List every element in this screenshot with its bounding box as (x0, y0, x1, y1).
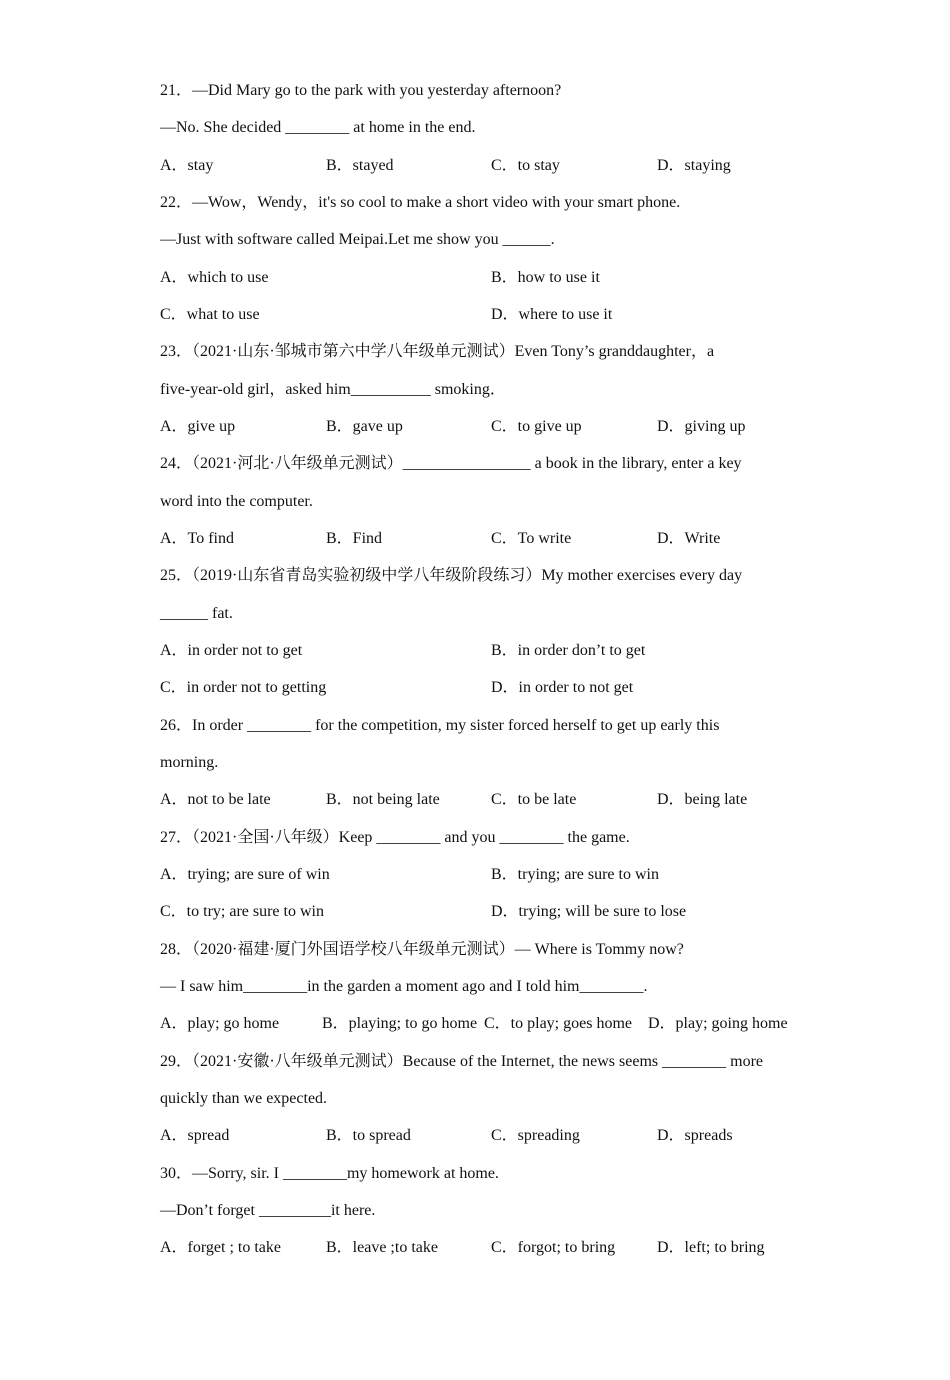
q28-stem-line-1: 28．（2020·福建·厦门外国语学校八年级单元测试）— Where is Tommy now? (160, 941, 684, 958)
q24-option-a: A．To find (160, 530, 234, 547)
q23-option-a: A．give up (160, 418, 236, 435)
q25-stem-line-2: ______ fat. (160, 605, 233, 622)
q22-option-d: D．where to use it (491, 306, 613, 323)
q26-option-a: A．not to be late (160, 791, 271, 808)
q23-option-c: C．to give up (491, 418, 582, 435)
q22-option-b: B．how to use it (491, 269, 600, 286)
q30-option-d: D．left; to bring (657, 1239, 765, 1256)
q22-option-c: C．what to use (160, 306, 260, 323)
q30-option-a: A．forget ; to take (160, 1239, 282, 1256)
q24-option-d: D．Write (657, 530, 721, 547)
q21-stem-line-1: 21．—Did Mary go to the park with you yesterday afternoon? (160, 82, 562, 99)
q30-stem-line-1: 30．—Sorry, sir. I ________my homework at home. (160, 1165, 499, 1182)
q22-stem-line-2: —Just with software called Meipai.Let me show you ______. (160, 231, 555, 248)
q24-options (160, 527, 800, 551)
q28-stem-line-2: — I saw him________in the garden a moment ago and I told him________. (160, 978, 648, 995)
q26-options (160, 788, 800, 812)
q27-stem-line-1: 27．（2021·全国·八年级）Keep ________ and you ________ the game. (160, 829, 630, 846)
q29-option-a: A．spread (160, 1127, 230, 1144)
q30-options (160, 1236, 800, 1260)
q28-option-d: D．play; going home (648, 1015, 788, 1032)
q21-options (160, 154, 800, 178)
q27-option-c: C．to try; are sure to win (160, 903, 324, 920)
q29-options (160, 1124, 800, 1148)
q29-option-c: C．spreading (491, 1127, 580, 1144)
q26-option-d: D．being late (657, 791, 748, 808)
q25-options-row-2 (160, 676, 800, 700)
q29-stem-line-1: 29．（2021·安徽·八年级单元测试）Because of the Internet, the news seems ________ more (160, 1053, 763, 1070)
q24-option-b: B．Find (326, 530, 383, 547)
q21-option-b: B．stayed (326, 157, 394, 174)
q30-stem-line-2: —Don’t forget _________it here. (160, 1202, 376, 1219)
q30-option-b: B．leave ;to take (326, 1239, 438, 1256)
q23-option-b: B．gave up (326, 418, 403, 435)
q26-stem-line-1: 26．In order ________ for the competition, my sister forced herself to get up early this (160, 717, 720, 734)
q29-stem-line-2: quickly than we expected. (160, 1090, 328, 1107)
q24-option-c: C．To write (491, 530, 572, 547)
q29-option-d: D．spreads (657, 1127, 733, 1144)
q27-options-row-2 (160, 900, 800, 924)
q25-option-a: A．in order not to get (160, 642, 303, 659)
q23-stem-line-2: five-year-old girl，asked him__________ smoking． (160, 381, 506, 398)
q25-option-d: D．in order to not get (491, 679, 634, 696)
q26-option-b: B．not being late (326, 791, 440, 808)
q23-option-d: D．giving up (657, 418, 746, 435)
q29-option-b: B．to spread (326, 1127, 411, 1144)
q27-option-b: B．trying; are sure to win (491, 866, 659, 883)
q22-options-row-2 (160, 303, 800, 327)
q21-option-c: C．to stay (491, 157, 560, 174)
q28-option-a: A．play; go home (160, 1015, 280, 1032)
q28-option-b: B．playing; to go home (322, 1015, 478, 1032)
q27-option-a: A．trying; are sure of win (160, 866, 330, 883)
q21-stem-line-2: —No. She decided ________ at home in the end. (160, 119, 476, 136)
q21-option-a: A．stay (160, 157, 214, 174)
q22-stem-line-1: 22．—Wow，Wendy，it's so cool to make a short video with your smart phone. (160, 194, 681, 211)
q30-option-c: C．forgot; to bring (491, 1239, 616, 1256)
q23-stem-line-1: 23．（2021·山东·邹城市第六中学八年级单元测试）Even Tony’s granddaughter，a (160, 343, 715, 360)
q25-option-c: C．in order not to getting (160, 679, 327, 696)
q25-option-b: B．in order don’t to get (491, 642, 646, 659)
q24-stem-line-2: word into the computer. (160, 493, 313, 510)
q23-options (160, 415, 800, 439)
q28-option-c: C．to play; goes home (484, 1015, 632, 1032)
q26-stem-line-2: morning. (160, 754, 219, 771)
q27-option-d: D．trying; will be sure to lose (491, 903, 687, 920)
q25-options-row-1 (160, 639, 800, 663)
q28-options (160, 1012, 800, 1036)
q26-option-c: C．to be late (491, 791, 577, 808)
q24-stem-line-1: 24．（2021·河北·八年级单元测试）________________ a book in the library, enter a key (160, 455, 742, 472)
q22-options-row-1 (160, 266, 800, 290)
q25-stem-line-1: 25．（2019·山东省青岛实验初级中学八年级阶段练习）My mother exercises every day (160, 567, 743, 584)
q21-option-d: D．staying (657, 157, 731, 174)
q22-option-a: A．which to use (160, 269, 269, 286)
q27-options-row-1 (160, 863, 800, 887)
